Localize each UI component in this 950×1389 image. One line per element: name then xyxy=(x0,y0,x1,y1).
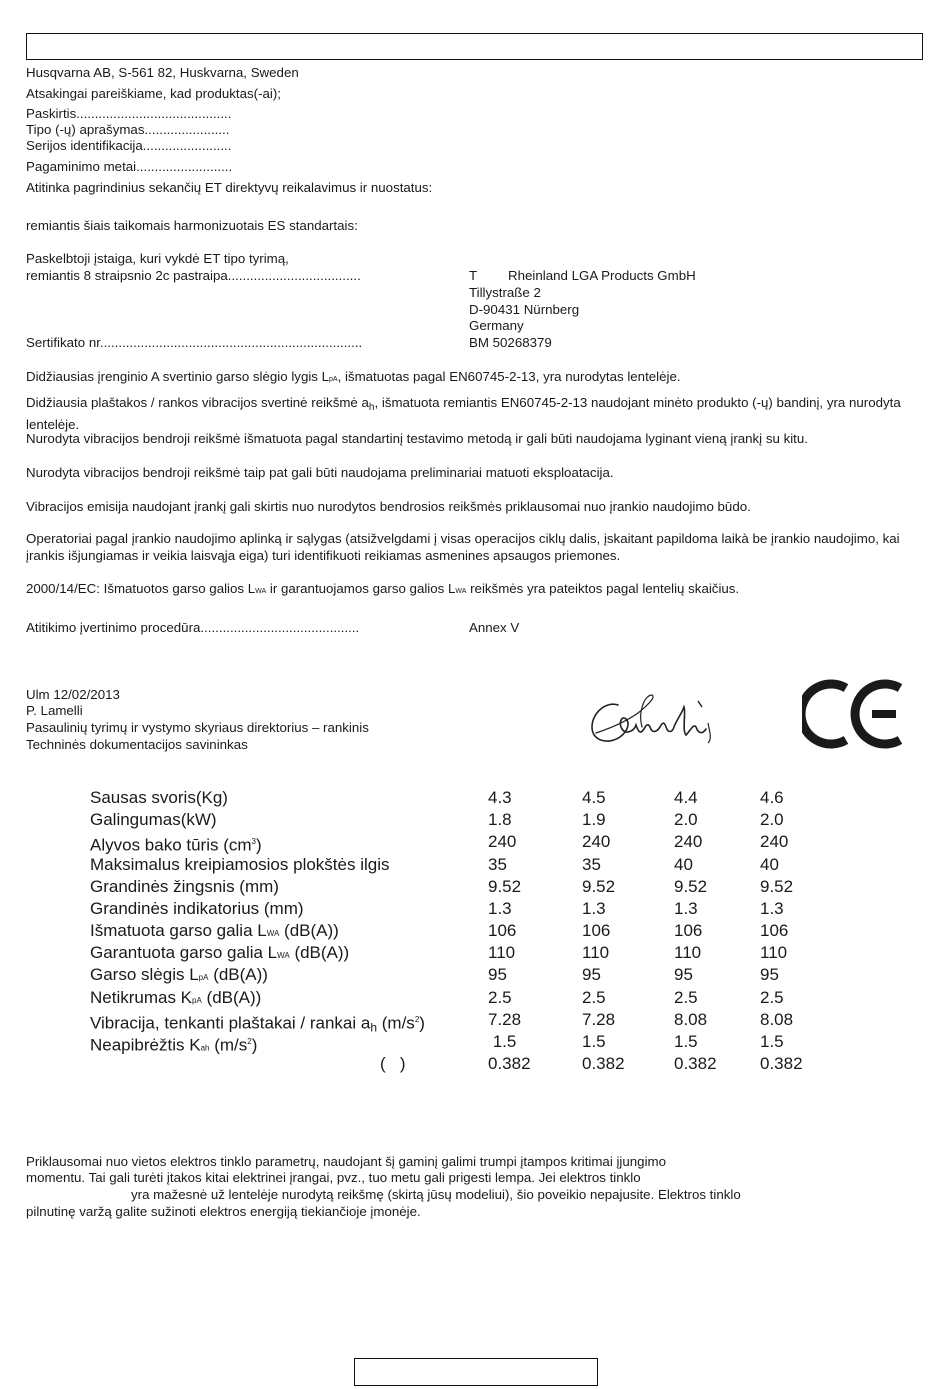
signature xyxy=(578,683,723,755)
signer-name: P. Lamelli xyxy=(26,703,83,718)
spec-value: 4.6 xyxy=(760,788,784,807)
spec-value: 9.52 xyxy=(674,877,708,896)
field-type: Tipo (-ų) aprašymas....................... xyxy=(26,122,230,137)
spec-value: 106 xyxy=(674,921,703,940)
field-serial: Serijos identifikacija........................ xyxy=(26,138,232,153)
notified-body-article: remiantis 8 straipsnio 2c pastraipa.................................... xyxy=(26,268,361,283)
spec-value: 95 xyxy=(674,965,693,984)
spec-value: 40 xyxy=(674,855,693,874)
notified-body-street: Tillystraße 2 xyxy=(469,285,541,300)
ce-logo-text: CE xyxy=(802,678,804,679)
spec-value: 95 xyxy=(582,965,601,984)
spec-value: 106 xyxy=(488,921,517,940)
spec-value: 240 xyxy=(488,832,517,851)
spec-label: Neapibrėžtis Kah $(m/s^2)$ xyxy=(90,1035,258,1055)
spec-value: 2.5 xyxy=(760,988,784,1007)
standards-statement: remiantis šiais taikomais harmonizuotais ES standartais: xyxy=(26,218,358,233)
spec-value: 106 xyxy=(760,921,789,940)
spec-value: 2.5 xyxy=(674,988,698,1007)
spec-value: 2.5 xyxy=(582,988,606,1007)
conformity-procedure-label: Atitikimo įvertinimo procedūra........................................... xyxy=(26,620,360,635)
spec-value: 240 xyxy=(760,832,789,851)
spec-value: 1.8 xyxy=(488,810,512,829)
spec-value: 0.382 xyxy=(582,1054,625,1073)
spec-label: Netikrumas KpA (dB(A)) xyxy=(90,988,262,1007)
certificate-number: BM 50268379 xyxy=(469,335,552,350)
spec-label: Išmatuota garso galia LWA (dB(A)) xyxy=(90,921,339,940)
spec-label: Grandinės indikatorius (mm) xyxy=(90,899,304,918)
spec-value: 35 xyxy=(582,855,601,874)
spec-value: 2.0 xyxy=(760,810,784,829)
spec-value: 95 xyxy=(488,965,507,984)
spec-value: 2.0 xyxy=(674,810,698,829)
grid-note-line-3: yra mažesnė už lentelėje nurodytą reikšmę (skirtą jūsų modeliui), šio poveikio nepajusite. Elektros tinklo xyxy=(131,1187,741,1202)
spec-value: 2.5 xyxy=(488,988,512,1007)
spec-label: Garso slėgis LpA (dB(A)) xyxy=(90,965,268,984)
spec-label: Alyvos bako tūris $(cm^3)$ xyxy=(90,835,262,855)
field-purpose: Paskirtis.......................................... xyxy=(26,106,232,121)
spec-value: 1.5 xyxy=(674,1032,698,1051)
company-address: Husqvarna AB, S-561 82, Huskvarna, Sweden xyxy=(26,65,299,80)
spec-value: 40 xyxy=(760,855,779,874)
spec-value: 4.3 xyxy=(488,788,512,807)
spec-value: 9.52 xyxy=(582,877,616,896)
spec-value: 0.382 xyxy=(760,1054,803,1073)
grid-note-line-4: pilnutinę varžą galite sužinoti elektros energiją tiekiančioje įmonėje. xyxy=(26,1204,421,1219)
spec-label: ( ) xyxy=(380,1054,406,1073)
signer-title: Pasaulinių tyrimų ir vystymo skyriaus direktorius – rankinis xyxy=(26,720,369,735)
ce-logo xyxy=(802,678,904,750)
spec-value: 1.5 xyxy=(488,1032,517,1051)
grid-note-line-2: momentu. Tai gali turėti įtakos kitai elektrinei įrangai, pvz., tuo metu gali prigesti lempa. Jei elektros tinklo xyxy=(26,1170,641,1185)
footer-box xyxy=(354,1358,598,1386)
spec-value: 0.382 xyxy=(674,1054,717,1073)
spec-value: 9.52 xyxy=(488,877,522,896)
spec-value: 1.3 xyxy=(488,899,512,918)
spec-value: 1.9 xyxy=(582,810,606,829)
spec-label: Vibracija, tenkanti plaštakai / rankai ah $(m/s^2)$ xyxy=(90,1013,425,1035)
spec-value: 4.4 xyxy=(674,788,698,807)
spec-value: 1.3 xyxy=(582,899,606,918)
spec-value: 0.382 xyxy=(488,1054,531,1073)
spec-value: 8.08 xyxy=(674,1010,708,1029)
spec-value: 95 xyxy=(760,965,779,984)
vibration-comparison-note: Nurodyta vibracijos bendroji reikšmė išmatuota pagal standartinį testavimo metodą ir gali būti naudojama lyginant vieną įrankį su kitu. xyxy=(26,431,808,446)
notified-body-label: Paskelbtoji įstaiga, kuri vykdė ET tipo tyrimą, xyxy=(26,251,289,266)
spec-value: 110 xyxy=(760,943,788,962)
vibration-statement: Didžiausia plaštakos / rankos vibracijos svertinė reikšmė $a_h$, išmatuota remiantis EN60745-2-13 naudojant minėto produkto (-ų) bandinį, yra nurodyta lentelėje. xyxy=(26,395,901,432)
header-box xyxy=(26,33,923,60)
spec-label: Sausas svoris(Kg) xyxy=(90,788,228,807)
notified-body-country: Germany xyxy=(469,318,524,333)
spec-value: 1.5 xyxy=(760,1032,784,1051)
spec-value: 110 xyxy=(674,943,702,962)
certificate-label: Sertifikato nr....................................................................... xyxy=(26,335,363,350)
vibration-exposure-note: Nurodyta vibracijos bendroji reikšmė taip pat gali būti naudojama preliminariai matuoti eksploatacija. xyxy=(26,465,614,480)
spec-value: 8.08 xyxy=(760,1010,794,1029)
operator-safety-note: Operatoriai pagal įrankio naudojimo aplinką ir sąlygas (atsižvelgdami į visas operacijos ciklų dalis, įskaitant papildoma laikà be įrankio naudojimo, kai įrankis išjungiamas ir veikia laisvąja eiga) turi identifikuoti reikiamas asmenines apsaugos priemones. xyxy=(26,531,900,563)
spec-value: 1.3 xyxy=(760,899,784,918)
spec-value: 1.3 xyxy=(674,899,698,918)
notified-body-city: D-90431 Nürnberg xyxy=(469,302,580,317)
spec-label: Maksimalus kreipiamosios plokštės ilgis xyxy=(90,855,390,874)
spec-label: Galingumas(kW) xyxy=(90,810,217,829)
directives-statement: Atitinka pagrindinius sekančių ET direktyvų reikalavimus ir nuostatus: xyxy=(26,180,433,195)
notified-body-name: Rheinland LGA Products GmbH xyxy=(508,268,696,283)
field-year: Pagaminimo metai.......................... xyxy=(26,159,233,174)
spec-value: 4.5 xyxy=(582,788,606,807)
spec-value: 106 xyxy=(582,921,611,940)
spec-label: Garantuota garso galia LWA (dB(A)) xyxy=(90,943,350,962)
spec-value: 7.28 xyxy=(582,1010,616,1029)
place-date: Ulm 12/02/2013 xyxy=(26,687,120,702)
directive-2000-14-note: 2000/14/EC: Išmatuotos garso galios LWA ir garantuojamos garso galios LWA reikšmės yra pateiktos pagal lentelių skaičius. xyxy=(26,581,740,596)
spec-value: 240 xyxy=(582,832,611,851)
grid-note-line-1: Priklausomai nuo vietos elektros tinklo parametrų, naudojant šį gaminį galimi trumpi įtampos kritimai įjungimo xyxy=(26,1154,666,1169)
declaration-intro: Atsakingai pareiškiame, kad produktas(-ai); xyxy=(26,86,281,101)
spec-value: 1.5 xyxy=(582,1032,606,1051)
sound-pressure-statement: Didžiausias įrenginio A svertinio garso slėgio lygis LpA, išmatuotas pagal EN60745-2-13, yra nurodytas lentelėje. xyxy=(26,369,681,384)
spec-value: 7.28 xyxy=(488,1010,522,1029)
signer-title-2: Techninės dokumentacijos savininkas xyxy=(26,737,248,752)
spec-value: 110 xyxy=(582,943,610,962)
spec-value: 9.52 xyxy=(760,877,794,896)
spec-value: 35 xyxy=(488,855,507,874)
spec-value: 110 xyxy=(488,943,516,962)
notified-body-t: T xyxy=(469,268,478,283)
spec-value: 240 xyxy=(674,832,703,851)
conformity-procedure-value: Annex V xyxy=(469,620,520,635)
spec-label: Grandinės žingsnis (mm) xyxy=(90,877,279,896)
vibration-emission-note: Vibracijos emisija naudojant įrankį gali skirtis nuo nurodytos bendrosios reikšmės priklausomai nuo įrankio naudojimo būdo. xyxy=(26,499,751,514)
